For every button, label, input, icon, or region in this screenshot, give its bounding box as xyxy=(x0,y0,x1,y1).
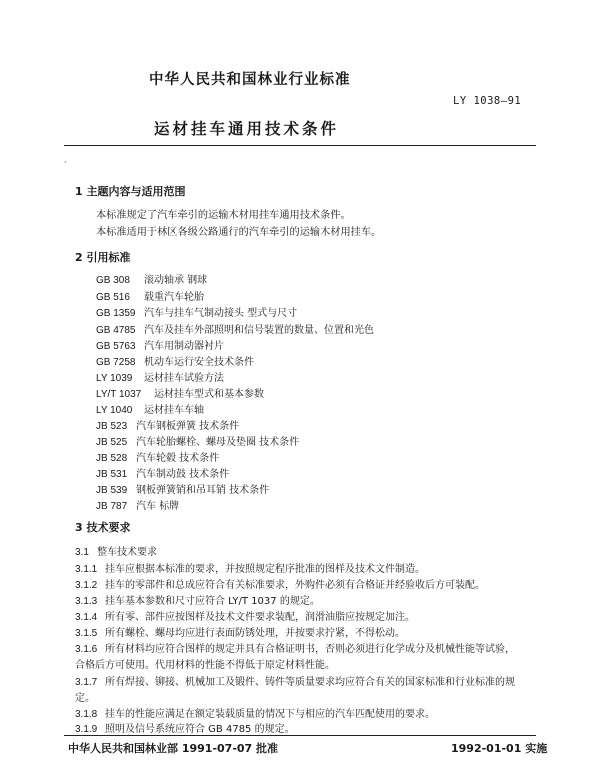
section-1-heading: 1 主题内容与适用范围 xyxy=(75,185,186,198)
clause-text: 挂车的性能应满足在额定装载质量的情况下与相应的汽车匹配使用的要求。 xyxy=(105,709,435,720)
ref-code: GB 7258 xyxy=(96,357,136,368)
document-title: 运材挂车通用技术条件 xyxy=(154,120,340,138)
ref-title: 滚动轴承 钢球 xyxy=(144,275,208,286)
clause-number: 3.1.4 xyxy=(75,612,98,623)
clause xyxy=(75,673,515,688)
ref-code: LY 1039 xyxy=(96,373,133,384)
clause xyxy=(75,592,320,607)
ref-title: 汽车轮胎螺栓、螺母及垫圈 技术条件 xyxy=(136,437,300,448)
issuing-body: 中华人民共和国林业行业标准 xyxy=(149,72,351,88)
clause-number: 3.1.6 xyxy=(75,644,98,655)
ref-code: JB 539 xyxy=(96,485,128,496)
ref-item xyxy=(96,321,374,336)
section-1-para-1: 本标准规定了汽车牵引的运输木材用挂车通用技术条件。 xyxy=(96,210,351,221)
ref-item xyxy=(96,497,179,512)
clause-text: 挂车基本参数和尺寸应符合 LY/T 1037 的规定。 xyxy=(105,596,320,607)
ref-code: LY/T 1037 xyxy=(96,389,142,400)
clause-number: 3.1.2 xyxy=(75,580,98,591)
stray-mark: 、 xyxy=(64,155,72,164)
ref-code: LY 1040 xyxy=(96,405,133,416)
clause xyxy=(75,624,405,639)
clause xyxy=(75,576,485,591)
clause-number: 3.1.5 xyxy=(75,628,98,639)
ref-title: 汽车制动鼓 技术条件 xyxy=(136,469,230,480)
clause-number: 3.1.7 xyxy=(75,677,98,688)
ref-item xyxy=(96,288,204,303)
clause-text: 整车技术要求 xyxy=(97,547,157,558)
clause xyxy=(75,543,157,558)
ref-item xyxy=(96,433,299,448)
ref-title: 机动车运行安全技术条件 xyxy=(144,357,254,368)
ref-title: 汽车用制动器衬片 xyxy=(144,341,224,352)
clause-text: 所有螺栓、螺母均应进行表面防锈处理，并按要求拧紧，不得松动。 xyxy=(105,628,405,639)
section-3-heading: 3 技术要求 xyxy=(75,521,131,534)
ref-title: 运材挂车车轴 xyxy=(144,405,204,416)
ref-item xyxy=(96,304,297,319)
clause-text: 所有焊接、铆接、机械加工及锻件、铸件等质量要求均应符合有关的国家标准和行业标准的规 xyxy=(105,677,515,688)
ref-title: 运材挂车型式和基本参数 xyxy=(154,389,264,400)
ref-code: GB 4785 xyxy=(96,325,136,336)
implementation-line: 1992-01-01 实施 xyxy=(451,742,548,755)
ref-code: JB 787 xyxy=(96,501,128,512)
ref-item xyxy=(96,449,219,464)
ref-title: 汽车 标牌 xyxy=(136,501,180,512)
ref-title: 运材挂车试验方法 xyxy=(144,373,224,384)
clause-number: 3.1.8 xyxy=(75,709,98,720)
clause-number: 3.1.9 xyxy=(75,724,98,735)
clause-text: 所有材料均应符合图样的规定并具有合格证明书，否则必须进行化学成分及机械性能等试验， xyxy=(105,644,515,655)
clause-text: 挂车的零部件和总成应符合有关标准要求，外购件必须有合格证并经验收后方可装配。 xyxy=(105,580,485,591)
ref-item xyxy=(96,417,239,432)
ref-code: GB 5763 xyxy=(96,341,136,352)
ref-title: 汽车轮毂 技术条件 xyxy=(136,453,220,464)
ref-title: 汽车及挂车外部照明和信号装置的数量、位置和光色 xyxy=(144,325,374,336)
ref-item xyxy=(96,385,264,400)
clause xyxy=(75,560,425,575)
header-rule xyxy=(64,145,536,146)
approval-line: 中华人民共和国林业部 1991-07-07 批准 xyxy=(68,742,279,755)
clause-text: 所有零、部件应按图样及技术文件要求装配，润滑油脂应按规定加注。 xyxy=(105,612,415,623)
ref-code: JB 531 xyxy=(96,469,128,480)
ref-title: 汽车与挂车气制动接头 型式与尺寸 xyxy=(144,308,298,319)
clause xyxy=(75,720,295,735)
ref-item xyxy=(96,353,254,368)
clause-text: 挂车应根据本标准的要求，并按照规定程序批准的图样及技术文件制造。 xyxy=(105,564,425,575)
ref-item xyxy=(96,465,229,480)
ref-item xyxy=(96,481,269,496)
ref-code: GB 308 xyxy=(96,275,130,286)
clause-continuation: 合格后方可使用。代用材料的性能不得低于原定材料性能。 xyxy=(75,660,335,671)
ref-item xyxy=(96,369,224,384)
ref-title: 钢板弹簧销和吊耳销 技术条件 xyxy=(136,485,270,496)
clause-continuation: 定。 xyxy=(75,693,95,704)
clause-text: 照明及信号系统应符合 GB 4785 的规定。 xyxy=(105,724,295,735)
ref-title: 汽车钢板弹簧 技术条件 xyxy=(136,421,240,432)
clause-number: 3.1.1 xyxy=(75,564,98,575)
ref-title: 载重汽车轮胎 xyxy=(144,292,204,303)
clause-number: 3.1 xyxy=(75,547,89,558)
ref-item xyxy=(96,401,204,416)
clause xyxy=(75,640,515,655)
ref-code: JB 523 xyxy=(96,421,128,432)
footer-rule xyxy=(64,735,536,736)
ref-code: GB 516 xyxy=(96,292,130,303)
ref-code: JB 528 xyxy=(96,453,128,464)
ref-code: GB 1359 xyxy=(96,308,136,319)
clause xyxy=(75,705,435,720)
standard-code: LY 1038—91 xyxy=(453,95,522,107)
ref-item xyxy=(96,271,207,286)
clause xyxy=(75,608,415,623)
section-1-para-2: 本标准适用于林区各级公路通行的汽车牵引的运输木材用挂车。 xyxy=(96,227,382,238)
ref-item xyxy=(96,337,224,352)
section-2-heading: 2 引用标准 xyxy=(75,251,131,264)
clause-number: 3.1.3 xyxy=(75,596,98,607)
ref-code: JB 525 xyxy=(96,437,128,448)
